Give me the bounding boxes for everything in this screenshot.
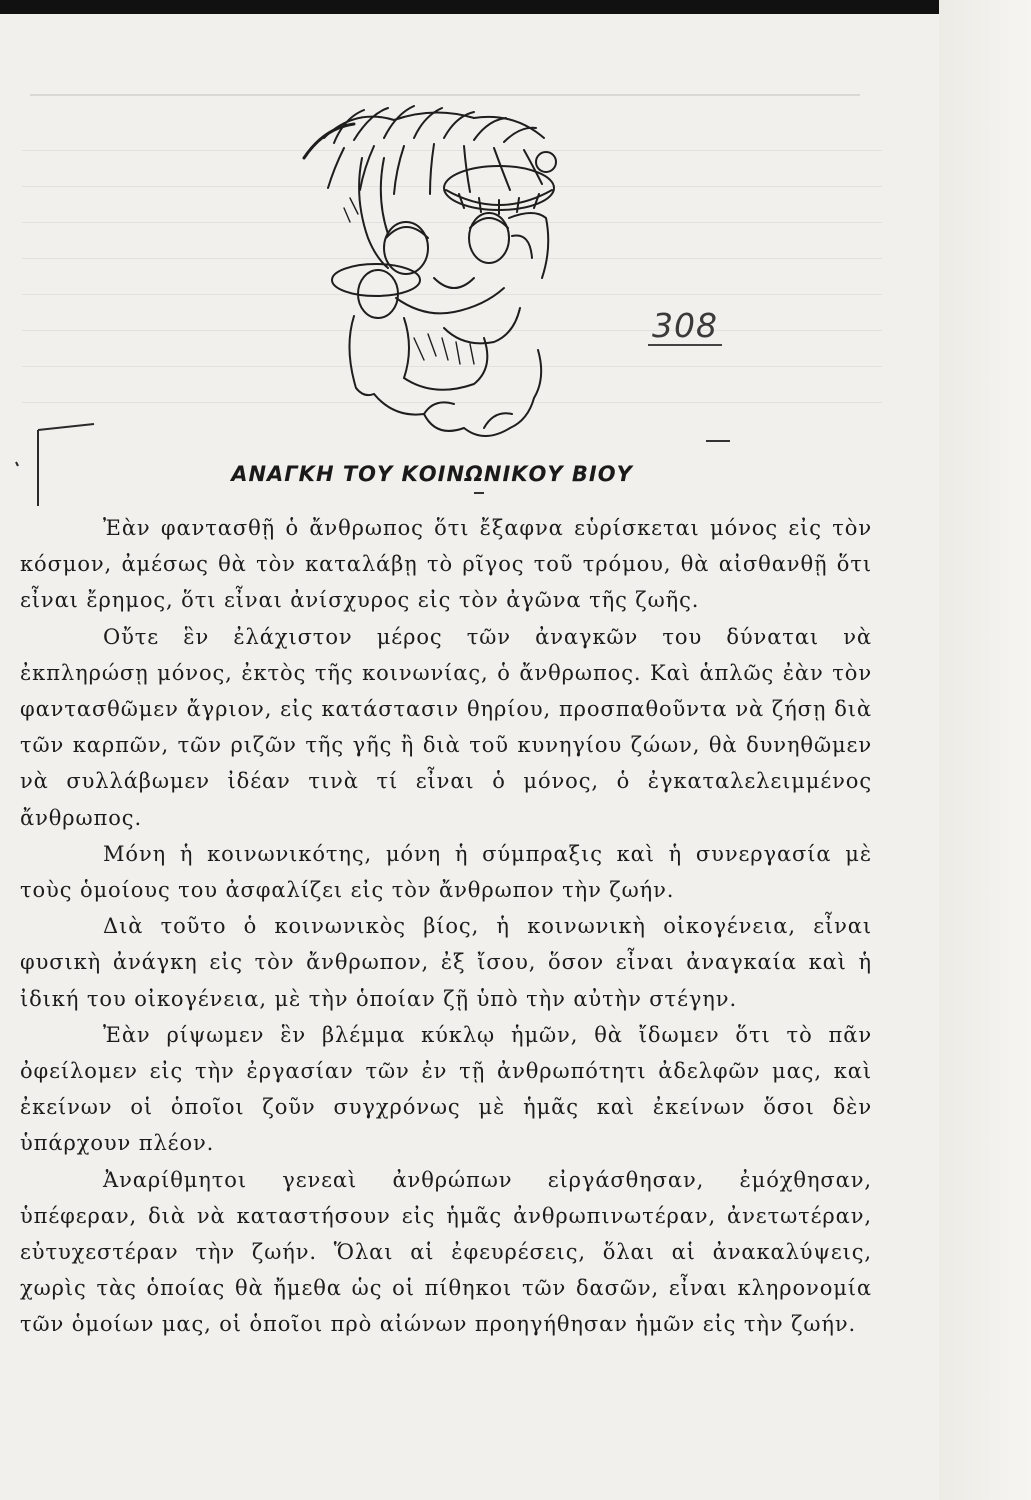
header-rule — [30, 94, 860, 96]
handwritten-page-number: 308 — [648, 308, 722, 346]
paragraph: Μόνη ἡ κοινωνικότης, μόνη ἡ σύμπραξις καὶ ἡ συνεργασία μὲ τοὺς ὁμοίους του ἀσφαλίζει εἰς τὸν ἄνθρωπον τὴν ζωήν. — [20, 841, 872, 903]
page-title — [0, 462, 860, 486]
paragraph: Οὔτε ἓν ἐλάχιστον μέρος τῶν ἀναγκῶν του δύναται νὰ ἐκπληρώσῃ μόνος, ἐκτὸς τῆς κοινωνίας, ὁ ἄνθρωπος. Καὶ ἁπλῶς ἐὰν τὸν φαντασθῶμεν ἄγριον, εἰς κατάστασιν θηρίου, προσπαθοῦντα νὰ ζήσῃ διὰ τῶν καρπῶν, τῶν ριζῶν τῆς γῆς ἢ διὰ τοῦ κυνηγίου ζώων, θὰ δυνηθῶμεν νὰ συλλάβωμεν ἰδέαν τινὰ τί εἶναι ὁ μόνος, ὁ ἐγκαταλελειμμένος ἄνθρωπος. — [20, 624, 872, 830]
title-text: ΑΝΑΓΚΗ ΤΟΥ ΚΟΙΝΩΝΙΚΟΥ ΒΙΟΥ — [231, 462, 633, 486]
pencil-dash-mark — [706, 440, 730, 442]
paragraph: Διὰ τοῦτο ὁ κοινωνικὸς βίος, ἡ κοινωνικὴ οἰκογένεια, εἶναι φυσικὴ ἀνάγκη εἰς τὸν ἄνθρωπον, ἐξ ἴσου, ὅσον εἶναι ἀναγκαία καὶ ἡ ἰδική του οἰκογένεια, μὲ τὴν ὁποίαν ζῇ ὑπὸ τὴν αὐτὴν στέγην. — [20, 914, 872, 1011]
harvest-women-illustration — [284, 98, 594, 448]
paragraph: Ἐὰν φαντασθῇ ὁ ἄνθρωπος ὅτι ἔξαφνα εὑρίσκεται μόνος εἰς τὸν κόσμον, ἀμέσως θὰ τὸν καταλάβῃ τὸ ρῖγος τοῦ τρόμου, θὰ αἰσθανθῇ ὅτι εἶναι ἔρημος, ὅτι εἶναι ἀνίσχυρος εἰς τὸν ἀγῶνα τῆς ζωῆς. — [20, 516, 872, 613]
paragraph: Ἀναρίθμητοι γενεαὶ ἀνθρώπων εἰργάσθησαν, ἐμόχθησαν, ὑπέφεραν, διὰ νὰ καταστήσουν εἰς ἡμᾶς ἀνθρωπινωτέραν, ἀνετωτέραν, εὐτυχεστέραν τὴν ζωήν. Ὅλαι αἱ ἐφευρέσεις, ὅλαι αἱ ἀνακαλύψεις, χωρὶς τὰς ὁποίας θὰ ἤμεθα ὡς οἱ πίθηκοι τῶν δασῶν, εἶναι κληρονομία τῶν ὁμοίων μας, οἱ ὁποῖοι πρὸ αἰώνων προηγήθησαν ἡμῶν εἰς τὴν ζωήν. — [20, 1167, 872, 1337]
page-right-edge — [939, 0, 1031, 1500]
title-pencil-tick — [474, 492, 484, 494]
book-binding-shadow — [0, 0, 1031, 14]
body-text — [20, 510, 872, 1343]
paragraph: Ἐὰν ρίψωμεν ἓν βλέμμα κύκλῳ ἡμῶν, θὰ ἴδωμεν ὅτι τὸ πᾶν ὀφείλομεν εἰς τὴν ἐργασίαν τῶν ἐν τῇ ἀνθρωπότητι ἀδελφῶν μας, καὶ ἐκείνων οἱ ὁποῖοι ζοῦν συγχρόνως μὲ ἡμᾶς καὶ ἐκείνων ὅσοι δὲν ὑπάρχουν πλέον. — [20, 1022, 872, 1156]
